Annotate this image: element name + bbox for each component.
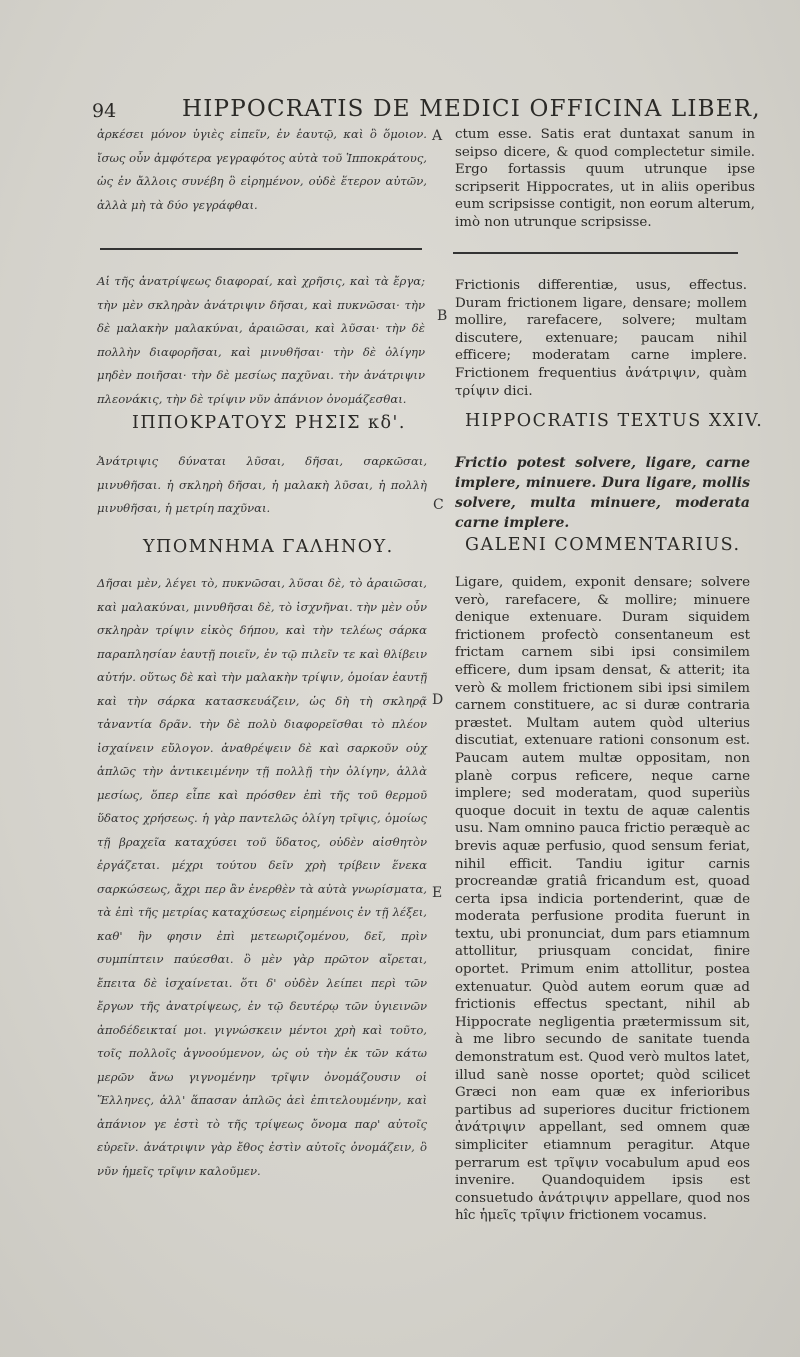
left-column-rule	[100, 248, 422, 250]
text-greek: Ἀνάτριψις δύναται λῦσαι, δῆσαι, σαρκῶσαι, μινυθῆσαι. ἡ σκληρὴ δῆσαι, ἡ μαλακὴ λῦσαι, ἡ πολλὴ μινυθῆσαι, ἡ μετρίη παχῦναι.	[97, 454, 427, 515]
commentary-latin: Ligare, quidem, exponit densare; solvere verò, rarefacere, & mollire; minuere denique extenuare. Duram siquidem frictionem profectò consentaneum est frictam carnem sibi ipsi consimilem efficere, dum ipsam densat, & atterit; ita verò & mollem frictionem sibi ipsi similem carnem constituere, ac si duræ contraria præstet. Multam autem quòd ulterius discutiat, extenuare rationi consonum est. Paucam autem multæ oppositam, non planè corpus reficere, neque carne implere; sed moderatam, quod superiùs quoque docuit in textu de aquæ calentis usu. Nam omnino pauca frictio peræquè ac brevis aquæ perfusio, quod sensum feriat, nihil efficit. Tandiu igitur carnis procreandæ gratiâ fricandum est, quoad certa ipsa indicia portenderint, quæ de moderata perfusione prodita fuerunt in textu, ubi pronunciat, dum pars etiamnum attollitur, priusquam concidat, finire oportet. Primum enim attollitur, postea extenuatur. Quòd autem eorum quæ ad frictionis effectus spectant, nihil ab Hippocrate negligentia prætermissum sit, à me libro secundo de sanitate tuenda demonstratum est. Quod verò multos latet, illud sanè nosse oportet; quòd scilicet Græci non eam quæ ex inferioribus partibus ad superiores ducitur frictionem ἀνάτριψιν appellant, sed omnem quæ simpliciter etiamnum peragitur. Atque perrarum est τρῖψιν vocabulum apud eos invenire. Quandoquidem ipsis est consuetudo ἀνάτριψιν appellare, quod nos hîc ἡμεῖς τρῖψιν frictionem vocamus.	[455, 575, 750, 1224]
latin-text-heading: HIPPOCRATIS TEXTUS XXIV.	[465, 411, 764, 431]
greek-commentary-heading: ΥΠΟΜΝΗΜΑ ΓΑΛΗΝΟΥ.	[143, 537, 394, 557]
margin-marker-d: D	[432, 692, 444, 708]
page-number: 94	[92, 100, 117, 122]
right-column-rule	[453, 252, 738, 254]
margin-marker-e: E	[432, 885, 443, 901]
summary-greek-text: Αἱ τῆς ἀνατρίψεως διαφοραί, καὶ χρῆσις, καὶ τὰ ἔργα; τὴν μὲν σκληρὰν ἀνάτριψιν δῆσαι, καὶ πυκνῶσαι· τὴν δὲ μαλακὴν μαλακύναι, ἀραιῶσαι, καὶ λῦσαι· τὴν δὲ πολλὴν διαφορῆσαι, καὶ μινυθῆσαι· τὴν δὲ ὀλίγην μηδὲν ποιῆσαι· τὴν δὲ μεσίως παχῦναι. τὴν ἀνάτριψιν πλεονάκις, τὴν δὲ τρίψιν νῦν ἀπάνιον ὀνομάζεσθαι.	[97, 274, 425, 406]
latin-commentary-heading: GALENI COMMENTARIUS.	[465, 535, 741, 555]
greek-text-heading: ΙΠΠΟΚΡΑΤΟΥΣ ΡΗΣΙΣ κδ'.	[132, 413, 406, 433]
margin-marker-c: C	[433, 497, 444, 513]
margin-marker-b: B	[437, 308, 448, 324]
top-greek-text: ἀρκέσει μόνον ὑγιὲς εἰπεῖν, ἐν ἑαυτῷ, καὶ ὃ ὅμοιον. ἴσως οὖν ἀμφότερα γεγραφότος αὐτὰ τοῦ Ἱπποκράτους, ὡς ἐν ἄλλοις συνέβη ὃ εἰρημένον, οὐδὲ ἕτερον αὐτῶν, ἀλλὰ μὴ τὰ δύο γεγράφθαι.	[97, 127, 427, 212]
top-latin-text: ctum esse. Satis erat duntaxat sanum in seipso dicere, & quod complectetur simile. Ergo fortassis quum utrunque ipse scripserit Hippocrates, ut in aliis operibus eum scripsisse contigit, non eorum alterum, imò non utrunque scripsisse.	[455, 127, 755, 230]
page-header	[92, 96, 761, 126]
text-latin: Frictio potest solvere, ligare, carne implere, minuere. Dura ligare, mollis solvere, multa minuere, moderata carne implere.	[455, 455, 750, 531]
margin-marker-a: A	[432, 128, 443, 144]
summary-latin-text: Frictionis differentiæ, usus, effectus. Duram frictionem ligare, densare; mollem mollire, rarefacere, solvere; multam discutere, extenuare; paucam nihil efficere; moderatam carne implere. Frictionem frequentius ἀνάτριψιν, quàm τρίψιν dici.	[455, 278, 747, 399]
running-title: HIPPOCRATIS DE MEDICI OFFICINA LIBER,	[182, 96, 761, 122]
commentary-greek: Δῆσαι μὲν, λέγει τὸ, πυκνῶσαι, λῦσαι δὲ, τὸ ἀραιῶσαι, καὶ μαλακύναι, μινυθῆσαι δὲ, τὸ ἰσχνῆναι. τὴν μὲν οὖν σκληρὰν τρίψιν εἰκὸς δήπου, καὶ τὴν τελέως σάρκα παραπλησίαν ἑαυτῇ ποιεῖν, ἐν τῷ πιλεῖν τε καὶ θλίβειν αὐτήν. οὕτως δὲ καὶ τὴν μαλακὴν τρίψιν, ὁμοίαν ἑαυτῇ καὶ τὴν σάρκα κατασκευάζειν, ὡς δὴ τὴ σκληρᾷ τἀναντία δρᾶν. τὴν δὲ πολὺ διαφορεῖσθαι τὸ πλέον ἰσχαίνειν εὔλογον. ἀναθρέψειν δὲ καὶ σαρκοῦν οὐχ ἁπλῶς τὴν ἀντικειμένην τῇ πολλῇ τὴν ὀλίγην, ἀλλὰ μεσίως, ὅπερ εἶπε καὶ πρόσθεν ἐπὶ τῆς τοῦ θερμοῦ ὕδατος χρήσεως. ἡ γὰρ παντελῶς ὀλίγη τρῖψις, ὁμοίως τῇ βραχεῖα καταχύσει τοῦ ὕδατος, οὐδὲν αἰσθητὸν ἐργάζεται. μέχρι τούτου δεῖν χρὴ τρίβειν ἕνεκα σαρκώσεως, ἄχρι περ ἂν ἐνερθὲν τὰ αὐτὰ γνωρίσματα, τὰ ἐπὶ τῆς μετρίας καταχύσεως εἰρημένοις ἐν τῇ λέξει, καθ' ἣν φησιν ἐπὶ μετεωριζομένου, δεῖ, πρὶν συμπίπτειν παύεσθαι. ὃ μὲν γὰρ πρῶτον αἴρεται, ἔπειτα δὲ ἰσχαίνεται. ὅτι δ' οὐδὲν λείπει περὶ τῶν ἔργων τῆς ἀνατρίψεως, ἐν τῷ δευτέρῳ τῶν ὑγιεινῶν ἀποδέδεικταί μοι. γιγνώσκειν μέντοι χρὴ καὶ τοῦτο, τοῖς πολλοῖς ἀγνοούμενον, ὡς οὐ τὴν ἐκ τῶν κάτω μερῶν ἄνω γιγνομένην τρῖψιν ὀνομάζουσιν οἱ Ἕλληνες, ἀλλ' ἅπασαν ἁπλῶς ἀεὶ ἐπιτελουμένην, καὶ ἀπάνιον γε ἐστὶ τὸ τῆς τρίψεως ὄνομα παρ' αὐτοῖς εὑρεῖν. ἀνάτριψιν γὰρ ἔθος ἐστὶν αὐτοῖς ὀνομάζειν, ὃ νῦν ἡμεῖς τρῖψιν καλοῦμεν.	[97, 576, 427, 1178]
